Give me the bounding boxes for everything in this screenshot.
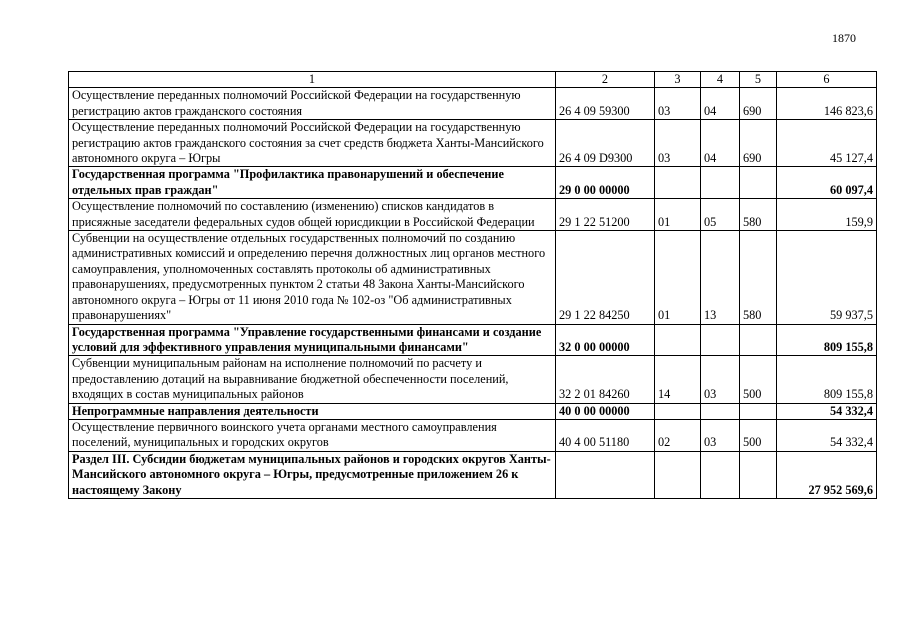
row-description: Государственная программа "Управление государственными финансами и создание условий для эффективного управления муниципальными финансами" xyxy=(69,324,556,356)
row-description: Субвенции муниципальным районам на исполнение полномочий по расчету и предоставлению дотаций на выравнивание бюджетной обеспеченности поселений, входящих в состав муниципальных районов xyxy=(69,356,556,403)
table-row xyxy=(69,120,877,167)
row-target-code: 40 0 00 00000 xyxy=(556,403,655,419)
row-subsection-code: 13 xyxy=(701,231,740,324)
row-target-code: 29 1 22 51200 xyxy=(556,199,655,231)
column-header-5: 5 xyxy=(740,72,777,88)
row-section-code: 03 xyxy=(655,88,701,120)
table-body xyxy=(69,88,877,499)
row-amount: 59 937,5 xyxy=(777,231,877,324)
row-target-code: 26 4 09 D9300 xyxy=(556,120,655,167)
row-target-code: 32 0 00 00000 xyxy=(556,324,655,356)
row-section-code xyxy=(655,403,701,419)
row-amount: 45 127,4 xyxy=(777,120,877,167)
table-row xyxy=(69,419,877,451)
row-expense-type-code xyxy=(740,324,777,356)
row-expense-type-code xyxy=(740,451,777,498)
column-header-1: 1 xyxy=(69,72,556,88)
row-subsection-code: 04 xyxy=(701,88,740,120)
row-subsection-code xyxy=(701,403,740,419)
table-row-section xyxy=(69,403,877,419)
row-amount: 809 155,8 xyxy=(777,324,877,356)
row-description: Непрограммные направления деятельности xyxy=(69,403,556,419)
row-amount: 159,9 xyxy=(777,199,877,231)
row-expense-type-code: 580 xyxy=(740,231,777,324)
row-amount: 27 952 569,6 xyxy=(777,451,877,498)
table-row xyxy=(69,231,877,324)
column-header-3: 3 xyxy=(655,72,701,88)
row-section-code: 14 xyxy=(655,356,701,403)
row-expense-type-code xyxy=(740,167,777,199)
row-section-code: 02 xyxy=(655,419,701,451)
row-section-code xyxy=(655,167,701,199)
row-section-code: 01 xyxy=(655,231,701,324)
table-row-section xyxy=(69,167,877,199)
row-subsection-code xyxy=(701,451,740,498)
row-section-code: 01 xyxy=(655,199,701,231)
row-section-code xyxy=(655,324,701,356)
row-amount: 60 097,4 xyxy=(777,167,877,199)
row-target-code: 32 2 01 84260 xyxy=(556,356,655,403)
row-subsection-code xyxy=(701,167,740,199)
row-expense-type-code: 500 xyxy=(740,356,777,403)
column-header-6: 6 xyxy=(777,72,877,88)
row-description: Осуществление полномочий по составлению (изменению) списков кандидатов в присяжные заседатели федеральных судов общей юрисдикции в Российской Федерации xyxy=(69,199,556,231)
row-amount: 146 823,6 xyxy=(777,88,877,120)
row-target-code: 26 4 09 59300 xyxy=(556,88,655,120)
row-expense-type-code: 690 xyxy=(740,88,777,120)
row-description: Осуществление переданных полномочий Российской Федерации на государственную регистрацию актов гражданского состояния за счет средств бюджета Ханты-Мансийского автономного округа – Югры xyxy=(69,120,556,167)
row-subsection-code: 03 xyxy=(701,356,740,403)
table-row xyxy=(69,199,877,231)
column-header-4: 4 xyxy=(701,72,740,88)
table-row-section xyxy=(69,451,877,498)
row-target-code: 29 0 00 00000 xyxy=(556,167,655,199)
row-subsection-code xyxy=(701,324,740,356)
row-subsection-code: 03 xyxy=(701,419,740,451)
row-target-code: 29 1 22 84250 xyxy=(556,231,655,324)
column-header-2: 2 xyxy=(556,72,655,88)
row-target-code: 40 4 00 51180 xyxy=(556,419,655,451)
row-expense-type-code: 500 xyxy=(740,419,777,451)
row-target-code xyxy=(556,451,655,498)
row-subsection-code: 05 xyxy=(701,199,740,231)
row-description: Государственная программа "Профилактика правонарушений и обеспечение отдельных прав граждан" xyxy=(69,167,556,199)
row-description: Осуществление первичного воинского учета органами местного самоуправления поселений, муниципальных и городских округов xyxy=(69,419,556,451)
page-number: 1870 xyxy=(832,31,856,45)
table-header-row xyxy=(69,72,877,88)
row-expense-type-code: 690 xyxy=(740,120,777,167)
table-row xyxy=(69,88,877,120)
row-description: Раздел III. Субсидии бюджетам муниципальных районов и городских округов Ханты-Мансийского автономного округа – Югры, предусмотренные приложением 26 к настоящему Закону xyxy=(69,451,556,498)
row-amount: 809 155,8 xyxy=(777,356,877,403)
row-subsection-code: 04 xyxy=(701,120,740,167)
table-row xyxy=(69,356,877,403)
budget-allocation-table xyxy=(68,71,877,499)
row-expense-type-code: 580 xyxy=(740,199,777,231)
row-expense-type-code xyxy=(740,403,777,419)
row-amount: 54 332,4 xyxy=(777,419,877,451)
row-section-code: 03 xyxy=(655,120,701,167)
row-description: Осуществление переданных полномочий Российской Федерации на государственную регистрацию актов гражданского состояния xyxy=(69,88,556,120)
table-row-section xyxy=(69,324,877,356)
row-section-code xyxy=(655,451,701,498)
row-amount: 54 332,4 xyxy=(777,403,877,419)
row-description: Субвенции на осуществление отдельных государственных полномочий по созданию административных комиссий и определению перечня должностных лиц органов местного самоуправления, уполномоченных составлять протоколы об административных правонарушениях, предусмотренных пунктом 2 статьи 48 Закона Ханты-Мансийского автономного округа – Югры от 11 июня 2010 года № 102-оз "Об административных правонарушениях" xyxy=(69,231,556,324)
